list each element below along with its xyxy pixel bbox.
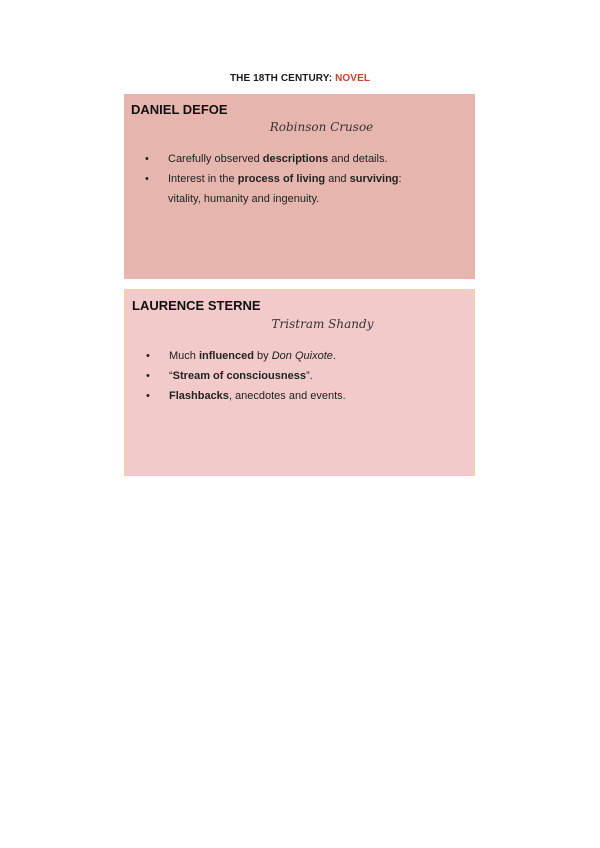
item-text: by xyxy=(253,350,272,362)
list-item xyxy=(142,169,462,209)
bullet-icon: • xyxy=(146,390,150,402)
item-bold: descriptions xyxy=(262,153,329,165)
item-text: , anecdotes and events. xyxy=(228,390,346,402)
bullet-icon: • xyxy=(146,350,150,362)
bullet-icon: • xyxy=(146,370,150,382)
bullet-list xyxy=(142,149,462,209)
item-bold: Flashbacks xyxy=(169,390,229,402)
title-prefix: THE 18TH CENTURY: xyxy=(229,73,336,84)
work-title: Robinson Crusoe xyxy=(269,120,374,134)
item-text: ”. xyxy=(305,370,313,382)
item-text: and details. xyxy=(328,153,388,165)
item-text: “ xyxy=(169,370,173,382)
list-item xyxy=(143,386,463,406)
item-italic: Don Quixote xyxy=(271,350,333,362)
author-card-sterne xyxy=(124,289,475,476)
item-text: Interest in the xyxy=(168,173,238,185)
work-title: Tristram Shandy xyxy=(271,317,374,331)
item-bold: influenced xyxy=(198,350,254,362)
list-item xyxy=(143,366,463,386)
item-text: : xyxy=(398,173,402,185)
bullet-list xyxy=(143,346,463,406)
author-name: DANIEL DEFOE xyxy=(131,102,228,117)
list-item xyxy=(142,149,462,169)
item-text: vitality, humanity and ingenuity. xyxy=(168,193,320,205)
title-accent: NOVEL xyxy=(335,73,371,84)
item-text: Carefully observed xyxy=(168,153,263,165)
item-bold: process of living xyxy=(237,173,326,185)
item-text: . xyxy=(332,350,336,362)
page-title xyxy=(0,73,600,84)
bullet-icon: • xyxy=(145,153,149,165)
author-card-defoe xyxy=(124,94,475,279)
item-bold: Stream of consciousness xyxy=(172,370,306,382)
item-text: and xyxy=(325,173,350,185)
item-bold: surviving xyxy=(349,173,399,185)
item-text: Much xyxy=(169,350,199,362)
bullet-icon: • xyxy=(145,173,149,185)
author-name: LAURENCE STERNE xyxy=(132,298,261,313)
list-item xyxy=(143,346,463,366)
